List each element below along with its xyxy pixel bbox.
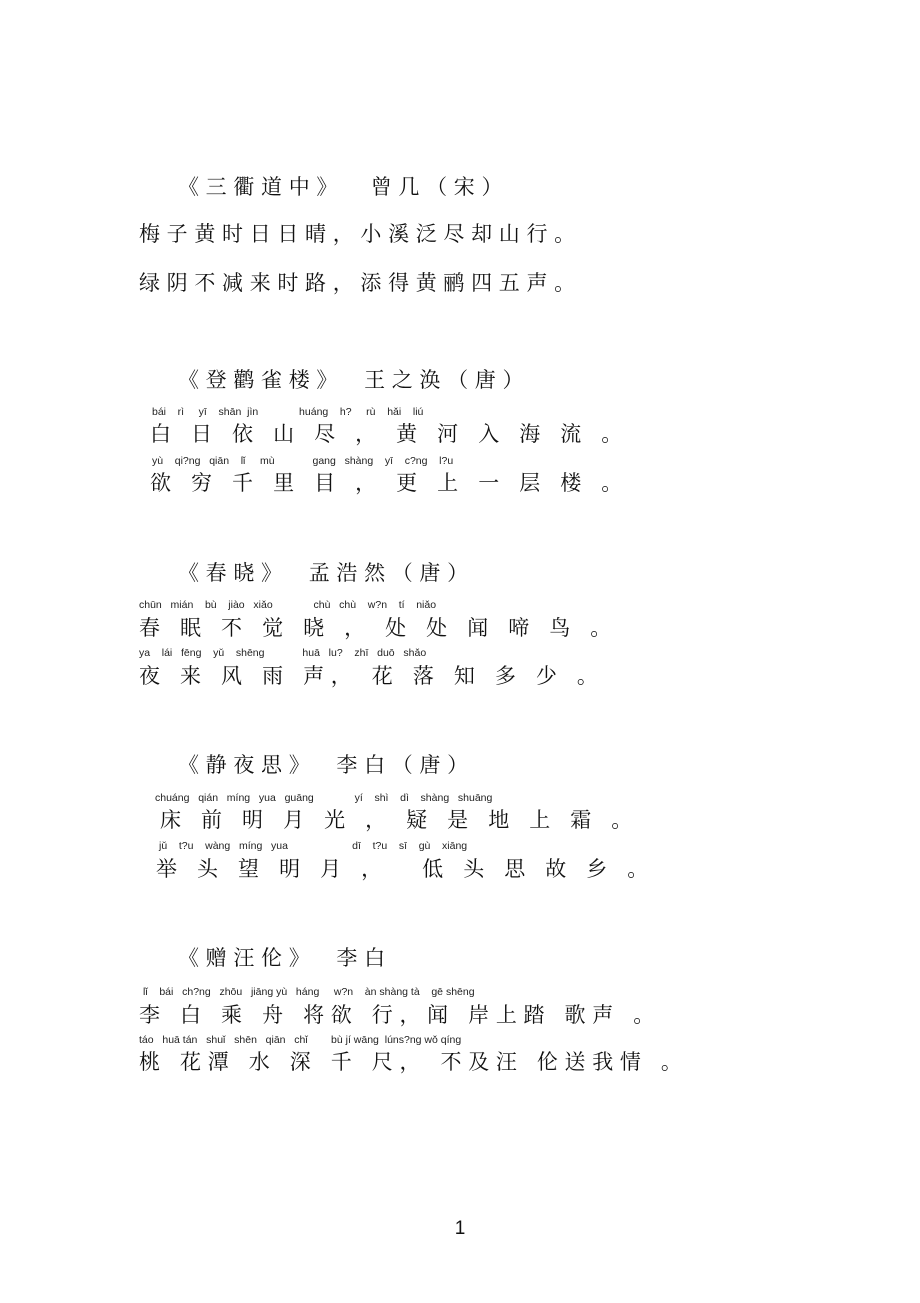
poem-line: 举 头 望 明 月 ， 低 头 思 故 乡 。 bbox=[156, 857, 649, 881]
pinyin-line: yù qi?ng qiān lǐ mù gang shàng yī c?ng l?u bbox=[152, 455, 454, 467]
poem-line: 夜 来 风 雨 声 ， 花 落 知 多 少 。 bbox=[139, 664, 598, 688]
pinyin-line: chuáng qián míng yua guāng yí shì dì shàng shuāng bbox=[155, 792, 493, 804]
poem-title: 《 春 晓 》 孟 浩 然 （ 唐 ） bbox=[178, 561, 469, 585]
poem-line: 欲 穷 千 里 目 ， 更 上 一 层 楼 。 bbox=[150, 471, 623, 495]
poem-title: 《 三 衢 道 中 》 曾 几 （ 宋 ） bbox=[178, 175, 503, 199]
poem-title: 《 登 鹳 雀 楼 》 王 之 涣 （ 唐 ） bbox=[178, 368, 524, 392]
poem-line: 白 日 依 山 尽 ， 黄 河 入 海 流 。 bbox=[150, 422, 623, 446]
pinyin-line: chūn mián bù jiào xiǎo chù chù w?n tí niǎo bbox=[139, 599, 437, 611]
poem-line: 桃 花 潭 水 深 千 尺 ， 不 及 汪 伦 送 我 情 。 bbox=[139, 1050, 682, 1074]
poem-line: 床 前 明 月 光 ， 疑 是 地 上 霜 。 bbox=[160, 808, 633, 832]
pinyin-line: bái rì yī shān jìn huáng h? rù hǎi liú bbox=[152, 406, 424, 418]
pinyin-line: ya lái fēng yǔ shēng huā lu? zhī duō shǎo bbox=[139, 647, 427, 659]
pinyin-line: lǐ bái ch?ng zhōu jiāng yù háng w?n àn shàng tà gē shēng bbox=[143, 986, 475, 998]
pinyin-line: jǔ t?u wàng míng yua dī t?u sī gù xiāng bbox=[159, 840, 468, 852]
poem-title: 《 静 夜 思 》 李 白 （ 唐 ） bbox=[178, 753, 469, 777]
poem-title: 《 赠 汪 伦 》 李 白 bbox=[178, 946, 386, 970]
poem-line: 春 眠 不 觉 晓 ， 处 处 闻 啼 鸟 。 bbox=[139, 616, 612, 640]
poem-line: 绿 阴 不 减 来 时 路 ， 添 得 黄 鹂 四 五 声 。 bbox=[139, 271, 576, 295]
poem-line: 梅 子 黄 时 日 日 晴 ， 小 溪 泛 尽 却 山 行 。 bbox=[139, 222, 576, 246]
pinyin-line: táo huā tán shuǐ shēn qiān chǐ bù jí wāng lúns?ng wǒ qíng bbox=[139, 1034, 462, 1046]
page-number: 1 bbox=[454, 1218, 466, 1239]
poem-line: 李 白 乘 舟 将 欲 行 ， 闻 岸 上 踏 歌 声 。 bbox=[139, 1003, 655, 1027]
